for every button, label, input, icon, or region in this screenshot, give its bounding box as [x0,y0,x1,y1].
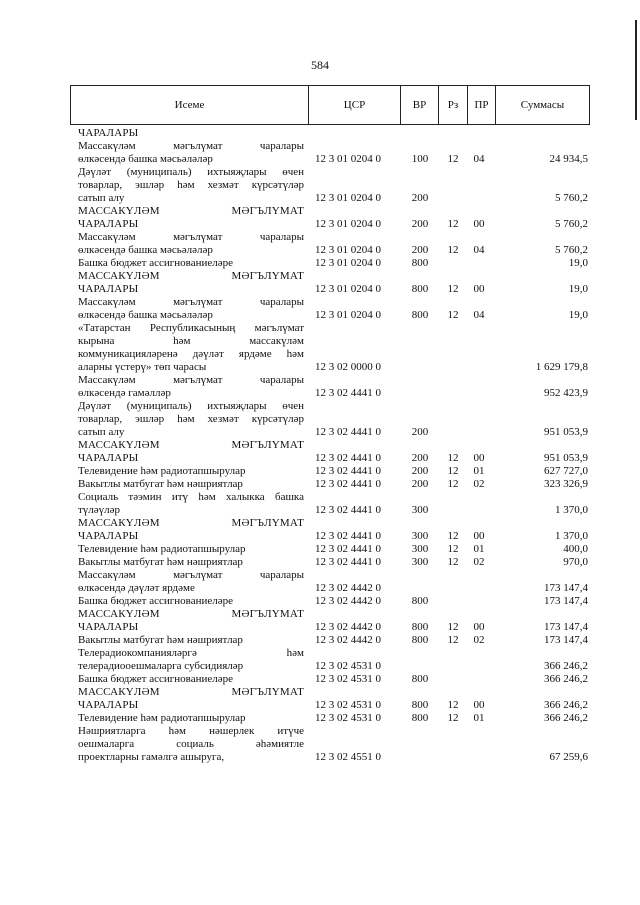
row-vr: 200 [411,192,429,204]
row-name-line: МАССАКҮЛӘМ МӘГЪЛҮМАТ [78,439,304,451]
row-sum: 5 760,2 [555,244,588,256]
row-vr: 800 [411,673,429,685]
header-rz: Рз [438,86,467,124]
row-pr: 00 [473,452,485,464]
row-sum: 5 760,2 [555,218,588,230]
row-name [78,569,304,595]
row-name-line: Телевидение һәм радиотапшырулар [78,543,246,555]
row-name [78,374,304,400]
row-sum: 5 760,2 [555,192,588,204]
row-sum: 366 246,2 [544,699,588,711]
row-name-line: коммуникацияләренә дәүләт ярдәме һәм [78,348,304,360]
row-pr: 00 [473,621,485,633]
row-name-line: Нәшриятларга һәм нәшерлек итүче [78,725,304,737]
row-csr: 12 3 02 4441 0 [315,478,381,490]
row-name-line: Телерадиокомпанияләргә һәм [78,647,304,659]
row-vr: 300 [411,530,429,542]
row-name-line: Вакытлы матбугат һәм нәшриятлар [78,634,243,646]
row-name [78,712,304,725]
row-name-line: Дәүләт (муниципаль) ихтыяҗлары өчен [78,166,304,178]
row-name [78,634,304,647]
row-rz: 12 [447,712,459,724]
row-rz: 12 [447,478,459,490]
row-name [78,296,304,322]
row-name [78,322,304,374]
row-sum: 366 246,2 [544,712,588,724]
row-pr: 02 [473,556,485,568]
row-sum: 173 147,4 [544,621,588,633]
row-pr: 04 [473,153,485,165]
row-sum: 1 370,0 [555,504,588,516]
row-csr: 12 3 02 4441 0 [315,452,381,464]
row-vr: 300 [411,543,429,555]
row-sum: 67 259,6 [549,751,588,763]
row-vr: 200 [411,426,429,438]
row-rz: 12 [447,309,459,321]
row-csr: 12 3 02 4531 0 [315,699,381,711]
row-csr: 12 3 02 4531 0 [315,660,381,672]
row-csr: 12 3 01 0204 0 [315,244,381,256]
row-name [78,257,304,270]
row-sum: 1 370,0 [555,530,588,542]
row-name [78,439,304,465]
row-sum: 951 053,9 [544,426,588,438]
row-name-line: сатып алу [78,192,125,204]
row-rz: 12 [447,153,459,165]
row-name [78,686,304,712]
row-name-line: Массакүләм мәгълүмат чаралары [78,296,304,308]
row-vr: 800 [411,634,429,646]
page-number: 584 [311,58,329,72]
table-header [70,85,590,125]
row-sum: 400,0 [563,543,588,555]
row-csr: 12 3 01 0204 0 [315,153,381,165]
row-csr: 12 3 01 0204 0 [315,283,381,295]
row-pr: 01 [473,465,485,477]
row-sum: 24 934,5 [549,153,588,165]
row-name-line: Вакытлы матбугат һәм нәшриятлар [78,556,243,568]
row-name-line: ЧАРАЛАРЫ [78,452,139,464]
row-name-line: товарлар, эшләр һәм хезмәт күрсәтүләр [78,179,304,191]
row-name-line: өлкәсендә дәүләт ярдәме [78,582,195,594]
row-name [78,478,304,491]
row-name-line: телерадиооешмаларга субсидияләр [78,660,244,672]
row-name [78,205,304,231]
row-name-line: өлкәсендә башка мәсьәләләр [78,244,213,256]
row-name [78,595,304,608]
row-pr: 00 [473,218,485,230]
row-name-line: ЧАРАЛАРЫ [78,699,139,711]
row-name [78,127,304,140]
row-csr: 12 3 02 4442 0 [315,621,381,633]
row-rz: 12 [447,543,459,555]
row-name-line: ЧАРАЛАРЫ [78,621,139,633]
row-sum: 1 629 179,8 [535,361,588,373]
row-rz: 12 [447,244,459,256]
row-csr: 12 3 02 4531 0 [315,712,381,724]
row-vr: 200 [411,465,429,477]
row-csr: 12 3 01 0204 0 [315,257,381,269]
row-pr: 02 [473,634,485,646]
row-name-line: МАССАКҮЛӘМ МӘГЪЛҮМАТ [78,686,304,698]
row-name-line: Массакүләм мәгълүмат чаралары [78,140,304,152]
row-name-line: сатып алу [78,426,125,438]
row-name [78,556,304,569]
row-csr: 12 3 02 4531 0 [315,673,381,685]
row-sum: 173 147,4 [544,595,588,607]
row-pr: 00 [473,283,485,295]
row-name-line: Телевидение һәм радиотапшырулар [78,465,246,477]
row-name-line: Вакытлы матбугат һәм нәшриятлар [78,478,243,490]
row-vr: 200 [411,452,429,464]
row-rz: 12 [447,452,459,464]
row-name-line: өлкәсендә башка мәсьәләләр [78,153,213,165]
row-name [78,491,304,517]
row-csr: 12 3 01 0204 0 [315,218,381,230]
row-csr: 12 3 02 4442 0 [315,595,381,607]
row-rz: 12 [447,699,459,711]
row-vr: 300 [411,504,429,516]
row-name [78,725,304,764]
row-name-line: ЧАРАЛАРЫ [78,530,139,542]
row-pr: 00 [473,530,485,542]
row-rz: 12 [447,530,459,542]
row-pr: 04 [473,244,485,256]
row-rz: 12 [447,465,459,477]
row-name-line: ЧАРАЛАРЫ [78,127,139,139]
row-sum: 19,0 [568,283,588,295]
row-vr: 800 [411,257,429,269]
row-vr: 200 [411,244,429,256]
row-csr: 12 3 02 4442 0 [315,582,381,594]
row-name-line: Телевидение һәм радиотапшырулар [78,712,246,724]
row-name-line: Башка бюджет ассигнованиеләре [78,257,233,269]
row-rz: 12 [447,283,459,295]
header-sum: Суммасы [495,86,589,124]
row-csr: 12 3 02 4441 0 [315,465,381,477]
row-vr: 100 [411,153,429,165]
row-name-line: өлкәсендә гамәлләр [78,387,171,399]
row-vr: 800 [411,283,429,295]
row-vr: 800 [411,699,429,711]
row-name-line: МАССАКҮЛӘМ МӘГЪЛҮМАТ [78,270,304,282]
row-csr: 12 3 02 4551 0 [315,751,381,763]
row-name [78,543,304,556]
row-name-line: аларны үстерү» төп чарасы [78,361,207,373]
row-vr: 800 [411,712,429,724]
row-sum: 323 326,9 [544,478,588,490]
row-name [78,166,304,205]
row-sum: 952 423,9 [544,387,588,399]
row-name [78,673,304,686]
row-csr: 12 3 02 0000 0 [315,361,381,373]
row-name-line: Массакүләм мәгълүмат чаралары [78,231,304,243]
row-name-line: Башка бюджет ассигнованиеләре [78,595,233,607]
row-name [78,608,304,634]
row-pr: 01 [473,543,485,555]
row-name-line: өлкәсендә башка мәсьәләләр [78,309,213,321]
row-csr: 12 3 02 4441 0 [315,530,381,542]
row-sum: 627 727,0 [544,465,588,477]
row-pr: 04 [473,309,485,321]
row-name [78,270,304,296]
row-name-line: Массакүләм мәгълүмат чаралары [78,374,304,386]
header-vr: ВР [400,86,438,124]
row-sum: 19,0 [568,309,588,321]
row-name-line: МАССАКҮЛӘМ МӘГЪЛҮМАТ [78,608,304,620]
row-csr: 12 3 01 0204 0 [315,309,381,321]
row-name [78,517,304,543]
row-vr: 200 [411,478,429,490]
row-sum: 951 053,9 [544,452,588,464]
header-csr: ЦСР [308,86,400,124]
header-name: Исеме [174,99,205,111]
row-name [78,400,304,439]
row-name-line: МАССАКҮЛӘМ МӘГЪЛҮМАТ [78,517,304,529]
row-name-line: оешмаларга социаль әһәмиятле [78,738,304,750]
row-name-line: «Татарстан Республикасының мәгълүмат [78,322,304,334]
row-csr: 12 3 02 4441 0 [315,387,381,399]
row-sum: 173 147,4 [544,634,588,646]
row-name [78,647,304,673]
row-name-line: ЧАРАЛАРЫ [78,218,139,230]
header-pr: ПР [467,86,495,124]
row-rz: 12 [447,218,459,230]
row-sum: 19,0 [568,257,588,269]
row-name-line: МАССАКҮЛӘМ МӘГЪЛҮМАТ [78,205,304,217]
row-name-line: Дәүләт (муниципаль) ихтыяҗлары өчен [78,400,304,412]
row-vr: 200 [411,218,429,230]
row-sum: 366 246,2 [544,660,588,672]
row-rz: 12 [447,634,459,646]
row-csr: 12 3 02 4441 0 [315,543,381,555]
row-pr: 01 [473,712,485,724]
row-name [78,465,304,478]
row-rz: 12 [447,621,459,633]
row-sum: 366 246,2 [544,673,588,685]
row-name-line: Социаль тәэмин итү һәм халыкка башка [78,491,304,503]
row-name [78,231,304,257]
row-name-line: кырына һәм массакүләм [78,335,304,347]
row-vr: 800 [411,309,429,321]
row-vr: 300 [411,556,429,568]
row-name-line: ЧАРАЛАРЫ [78,283,139,295]
row-name [78,140,304,166]
row-pr: 00 [473,699,485,711]
row-csr: 12 3 02 4441 0 [315,504,381,516]
row-sum: 173 147,4 [544,582,588,594]
row-csr: 12 3 02 4442 0 [315,634,381,646]
row-csr: 12 3 02 4441 0 [315,426,381,438]
row-name-line: Башка бюджет ассигнованиеләре [78,673,233,685]
row-csr: 12 3 01 0204 0 [315,192,381,204]
row-vr: 800 [411,595,429,607]
row-sum: 970,0 [563,556,588,568]
row-name-line: проектларны гамәлгә ашыруга, [78,751,225,763]
row-name-line: түләүләр [78,504,121,516]
row-name-line: товарлар, эшләр һәм хезмәт күрсәтүләр [78,413,304,425]
row-name-line: Массакүләм мәгълүмат чаралары [78,569,304,581]
row-rz: 12 [447,556,459,568]
row-csr: 12 3 02 4441 0 [315,556,381,568]
row-pr: 02 [473,478,485,490]
row-vr: 800 [411,621,429,633]
